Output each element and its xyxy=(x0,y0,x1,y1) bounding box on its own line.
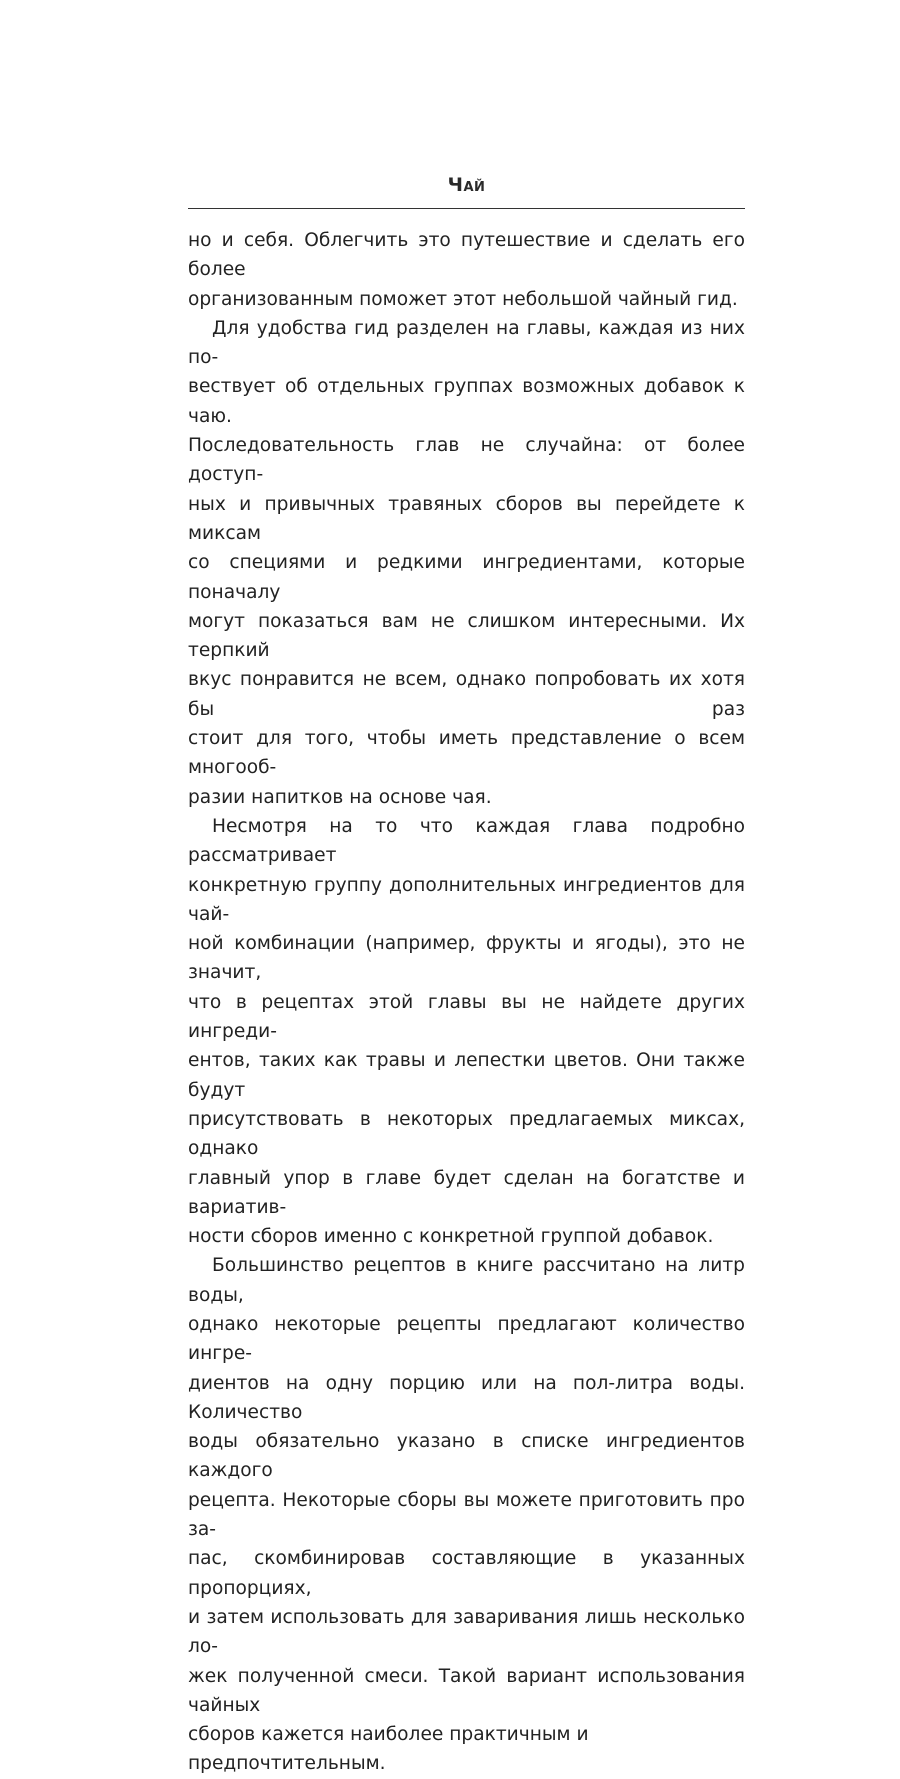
paragraph xyxy=(188,314,745,812)
text-line: однако некоторые рецепты предлагают количество ингре- xyxy=(188,1313,745,1365)
text-line: организованным поможет этот небольшой чайный гид. xyxy=(188,288,738,310)
paragraph xyxy=(188,1251,745,1778)
text-line: вкус понравится не всем, однако попробовать их хотя бы раз xyxy=(188,669,745,720)
text-line: ной комбинации (например, фрукты и ягоды), это не значит, xyxy=(188,933,745,984)
text-line: диентов на одну порцию или на пол-литра воды. Количество xyxy=(188,1372,745,1423)
text-line: Большинство рецептов в книге рассчитано на литр воды, xyxy=(188,1255,745,1306)
paragraph xyxy=(188,226,745,314)
text-line: но и себя. Облегчить это путешествие и сделать его более xyxy=(188,230,745,281)
text-line: Для удобства гид разделен на главы, каждая из них по- xyxy=(188,317,745,369)
text-line: жек полученной смеси. Такой вариант использования чайных xyxy=(188,1665,745,1716)
running-head: Чай xyxy=(447,174,486,196)
text-line: пас, скомбинировав составляющие в указанных пропорциях, xyxy=(188,1548,745,1599)
text-line: сборов кажется наиболее практичным и предпочтительным. xyxy=(188,1724,589,1775)
text-line: воды обязательно указано в списке ингредиентов каждого xyxy=(188,1431,745,1482)
text-line: Последовательность глав не случайна: от более доступ- xyxy=(188,435,745,486)
text-line: главный упор в главе будет сделан на богатстве и вариатив- xyxy=(188,1167,745,1218)
text-line: ентов, таких как травы и лепестки цветов. Они также будут xyxy=(188,1050,745,1101)
text-line: что в рецептах этой главы вы не найдете других ингреди- xyxy=(188,991,745,1043)
text-line: Несмотря на то что каждая глава подробно рассматривает xyxy=(188,815,745,867)
text-line: разии напитков на основе чая. xyxy=(188,786,492,808)
paragraph xyxy=(188,812,745,1251)
text-line: конкретную группу дополнительных ингредиентов для чай- xyxy=(188,874,745,925)
text-line: могут показаться вам не слишком интересными. Их терпкий xyxy=(188,610,745,662)
text-line: и затем использовать для заваривания лишь несколько ло- xyxy=(188,1606,745,1658)
text-line: со специями и редкими ингредиентами, которые поначалу xyxy=(188,552,745,603)
body-text xyxy=(188,226,745,1779)
text-line: стоит для того, чтобы иметь представление о всем многооб- xyxy=(188,728,745,779)
text-line: ности сборов именно с конкретной группой добавок. xyxy=(188,1226,714,1248)
text-line: вествует об отдельных группах возможных добавок к чаю. xyxy=(188,376,745,427)
text-line: рецепта. Некоторые сборы вы можете приготовить про за- xyxy=(188,1489,745,1541)
text-line: присутствовать в некоторых предлагаемых миксах, однако xyxy=(188,1108,745,1160)
header-rule xyxy=(188,208,745,209)
text-line: ных и привычных травяных сборов вы перейдете к миксам xyxy=(188,493,745,544)
